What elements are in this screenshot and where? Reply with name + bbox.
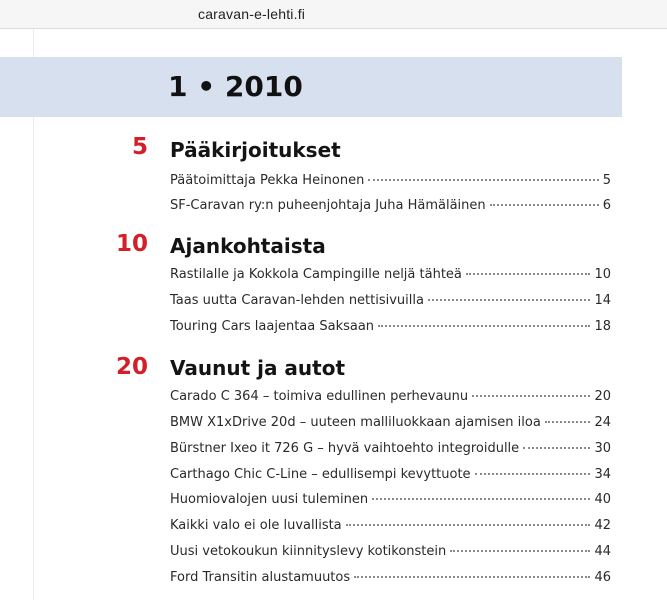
toc-entry[interactable] [170, 196, 611, 216]
toc-entry-title: Carthago Chic C-Line – edullisempi kevyttuote [170, 467, 471, 482]
toc-entry[interactable] [170, 439, 611, 459]
dot-leader [466, 273, 591, 275]
toc-entry-page: 18 [594, 319, 611, 334]
dot-leader [490, 204, 599, 206]
toc-entry[interactable] [170, 265, 611, 285]
toc-entry-title: Uusi vetokoukun kiinnityslevy kotikonstein [170, 544, 447, 559]
toc-entry-page: 40 [594, 492, 611, 507]
toc-entry-title: Huomiovalojen uusi tuleminen [170, 492, 369, 507]
toc-entry[interactable] [170, 568, 611, 588]
dot-leader [523, 447, 590, 449]
toc-entry-title: Carado C 364 – toimiva edullinen perhevaunu [170, 389, 469, 404]
toc-entry-page: 5 [602, 173, 611, 188]
toc-entry[interactable] [170, 413, 611, 433]
dot-leader [450, 550, 590, 552]
toc-entry[interactable] [170, 516, 611, 536]
toc-entry-page: 46 [594, 570, 611, 585]
dot-leader [378, 325, 590, 327]
toc-entry-page: 20 [594, 389, 611, 404]
toc-entry-title: Touring Cars laajentaa Saksaan [170, 319, 375, 334]
toc-entry[interactable] [170, 291, 611, 311]
issue-title: 1 • 2010 [168, 70, 303, 103]
toc-entry-title: Ford Transitin alustamuutos [170, 570, 351, 585]
toc-entry-title: Bürstner Ixeo it 726 G – hyvä vaihtoehto integroidulle [170, 441, 520, 456]
section-number: 20 [115, 354, 148, 380]
toc-entry-page: 34 [594, 467, 611, 482]
section-title: Pääkirjoitukset [170, 138, 341, 162]
dot-leader [545, 421, 591, 423]
toc-entry[interactable] [170, 490, 611, 510]
dot-leader [428, 299, 590, 301]
toc-entry-title: BMW X1xDrive 20d – uuteen malliluokkaan ajamisen iloa [170, 415, 541, 430]
dot-leader [372, 498, 590, 500]
toc-entry-page: 10 [594, 267, 611, 282]
section-title: Vaunut ja autot [170, 356, 346, 380]
section-number: 10 [115, 231, 148, 257]
toc-entry[interactable] [170, 171, 611, 191]
section-number: 5 [131, 134, 148, 160]
toc-entry-page: 30 [594, 441, 611, 456]
toc-entry-title: Kaikki valo ei ole luvallista [170, 518, 342, 533]
dot-leader [346, 524, 591, 526]
dot-leader [472, 395, 590, 397]
dot-leader [354, 576, 590, 578]
toc-entry-page: 14 [594, 293, 611, 308]
toc-entry-title: SF-Caravan ry:n puheenjohtaja Juha Hämäläinen [170, 198, 486, 213]
toc-entry[interactable] [170, 542, 611, 562]
dot-leader [368, 179, 598, 181]
toc-entry-page: 24 [594, 415, 611, 430]
toc-entry[interactable] [170, 465, 611, 485]
dot-leader [475, 473, 591, 475]
url-text[interactable]: caravan-e-lehti.fi [198, 6, 306, 22]
section-title: Ajankohtaista [170, 234, 326, 258]
toc-entry-title: Rastilalle ja Kokkola Campingille neljä tähteä [170, 267, 462, 282]
browser-address-bar[interactable] [0, 0, 667, 29]
toc-entry[interactable] [170, 387, 611, 407]
toc-entry-page: 6 [602, 198, 611, 213]
toc-entry[interactable] [170, 317, 611, 337]
issue-header-band [0, 57, 622, 117]
toc-entry-title: Päätoimittaja Pekka Heinonen [170, 173, 365, 188]
toc-entry-page: 44 [594, 544, 611, 559]
toc-entry-page: 42 [594, 518, 611, 533]
toc-entry-title: Taas uutta Caravan-lehden nettisivuilla [170, 293, 424, 308]
